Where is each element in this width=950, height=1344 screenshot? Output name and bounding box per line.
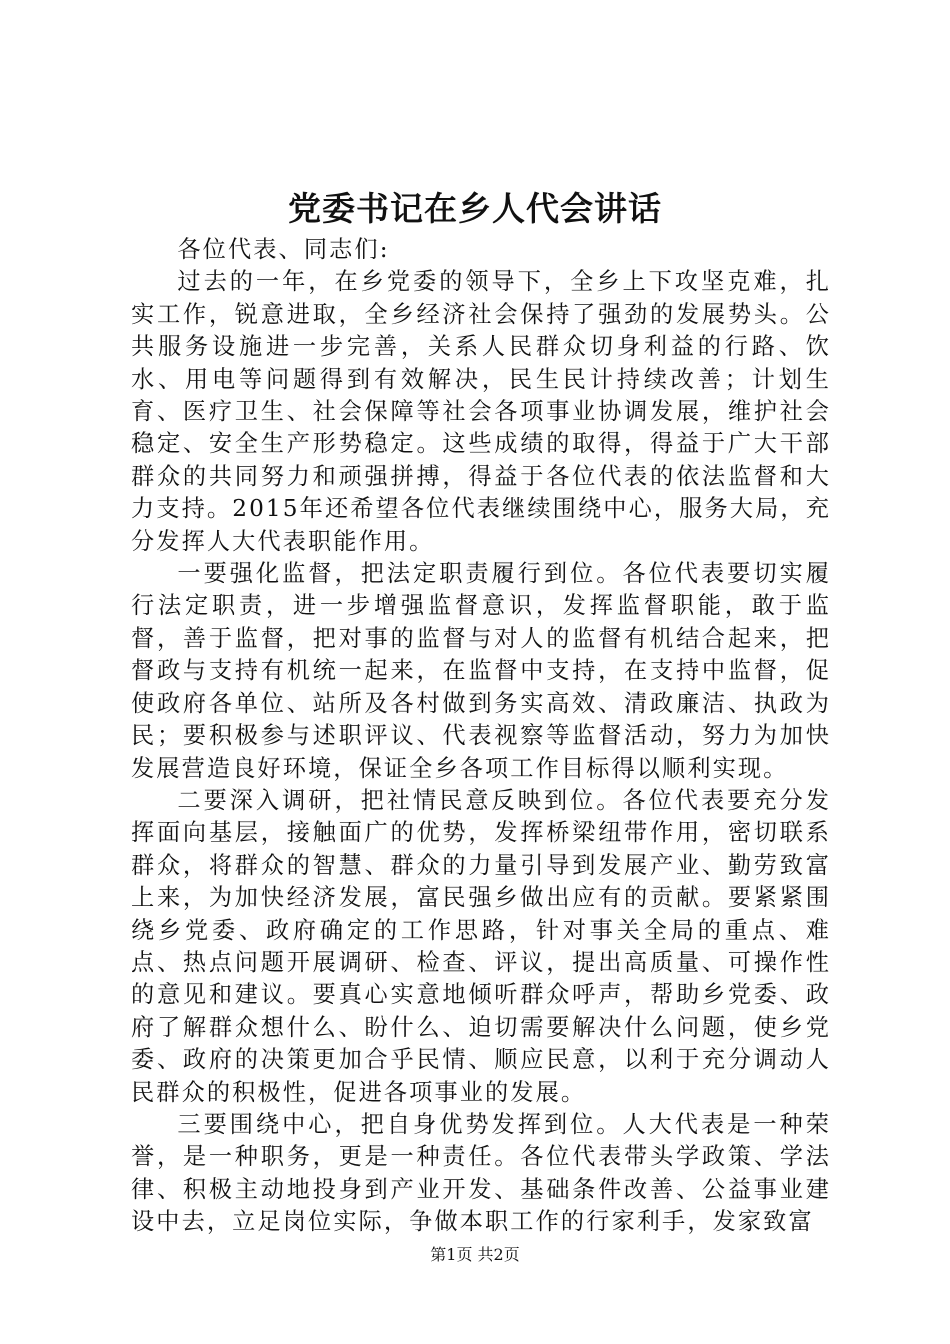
document-body xyxy=(131,234,831,1239)
body-paragraph-research: 二要深入调研，把社情民意反映到位。各位代表要充分发挥面向基层，接触面广的优势，发挥桥梁纽带作用，密切联系群众，将群众的智慧、群众的力量引导到发展产业、勤劳致富上来，为加快经济发展，富民强乡做出应有的贡献。要紧紧围绕乡党委、政府确定的工作思路，针对事关全局的重点、难点、热点问题开展调研、检查、评议，提出高质量、可操作性的意见和建议。要真心实意地倾听群众呼声，帮助乡党委、政府了解群众想什么、盼什么、迫切需要解决什么问题，使乡党委、政府的决策更加合乎民情、顺应民意，以利于充分调动人民群众的积极性，促进各项事业的发展。 xyxy=(131,786,831,1106)
body-paragraph-review: 过去的一年，在乡党委的领导下，全乡上下攻坚克难，扎实工作，锐意进取，全乡经济社会保持了强劲的发展势头。公共服务设施进一步完善，关系人民群众切身利益的行路、饮水、用电等问题得到有效解决，民生民计持续改善；计划生育、医疗卫生、社会保障等社会各项事业协调发展，维护社会稳定、安全生产形势稳定。这些成绩的取得，得益于广大干部群众的共同努力和顽强拼搏，得益于各位代表的依法监督和大力支持。2015年还希望各位代表继续围绕中心，服务大局，充分发挥人大代表职能作用。 xyxy=(131,268,831,555)
document-title: 党委书记在乡人代会讲话 xyxy=(288,189,662,228)
page-number-footer: 第1页 共2页 xyxy=(430,1245,520,1264)
salutation-paragraph: 各位代表、同志们: xyxy=(177,236,390,263)
body-paragraph-supervision: 一要强化监督，把法定职责履行到位。各位代表要切实履行法定职责，进一步增强监督意识，发挥监督职能，敢于监督，善于监督，把对事的监督与对人的监督有机结合起来，把督政与支持有机统一起来，在监督中支持，在支持中监督，促使政府各单位、站所及各村做到务实高效、清政廉洁、执政为民；要积极参与述职评议、代表视察等监督活动，努力为加快发展营造良好环境，保证全乡各项工作目标得以顺利实现。 xyxy=(131,560,831,782)
body-paragraph-center: 三要围绕中心，把自身优势发挥到位。人大代表是一种荣誉，是一种职务，更是一种责任。各位代表带头学政策、学法律、积极主动地投身到产业开发、基础条件改善、公益事业建设中去，立足岗位实际，争做本职工作的行家利手，发家致富 xyxy=(131,1110,831,1236)
